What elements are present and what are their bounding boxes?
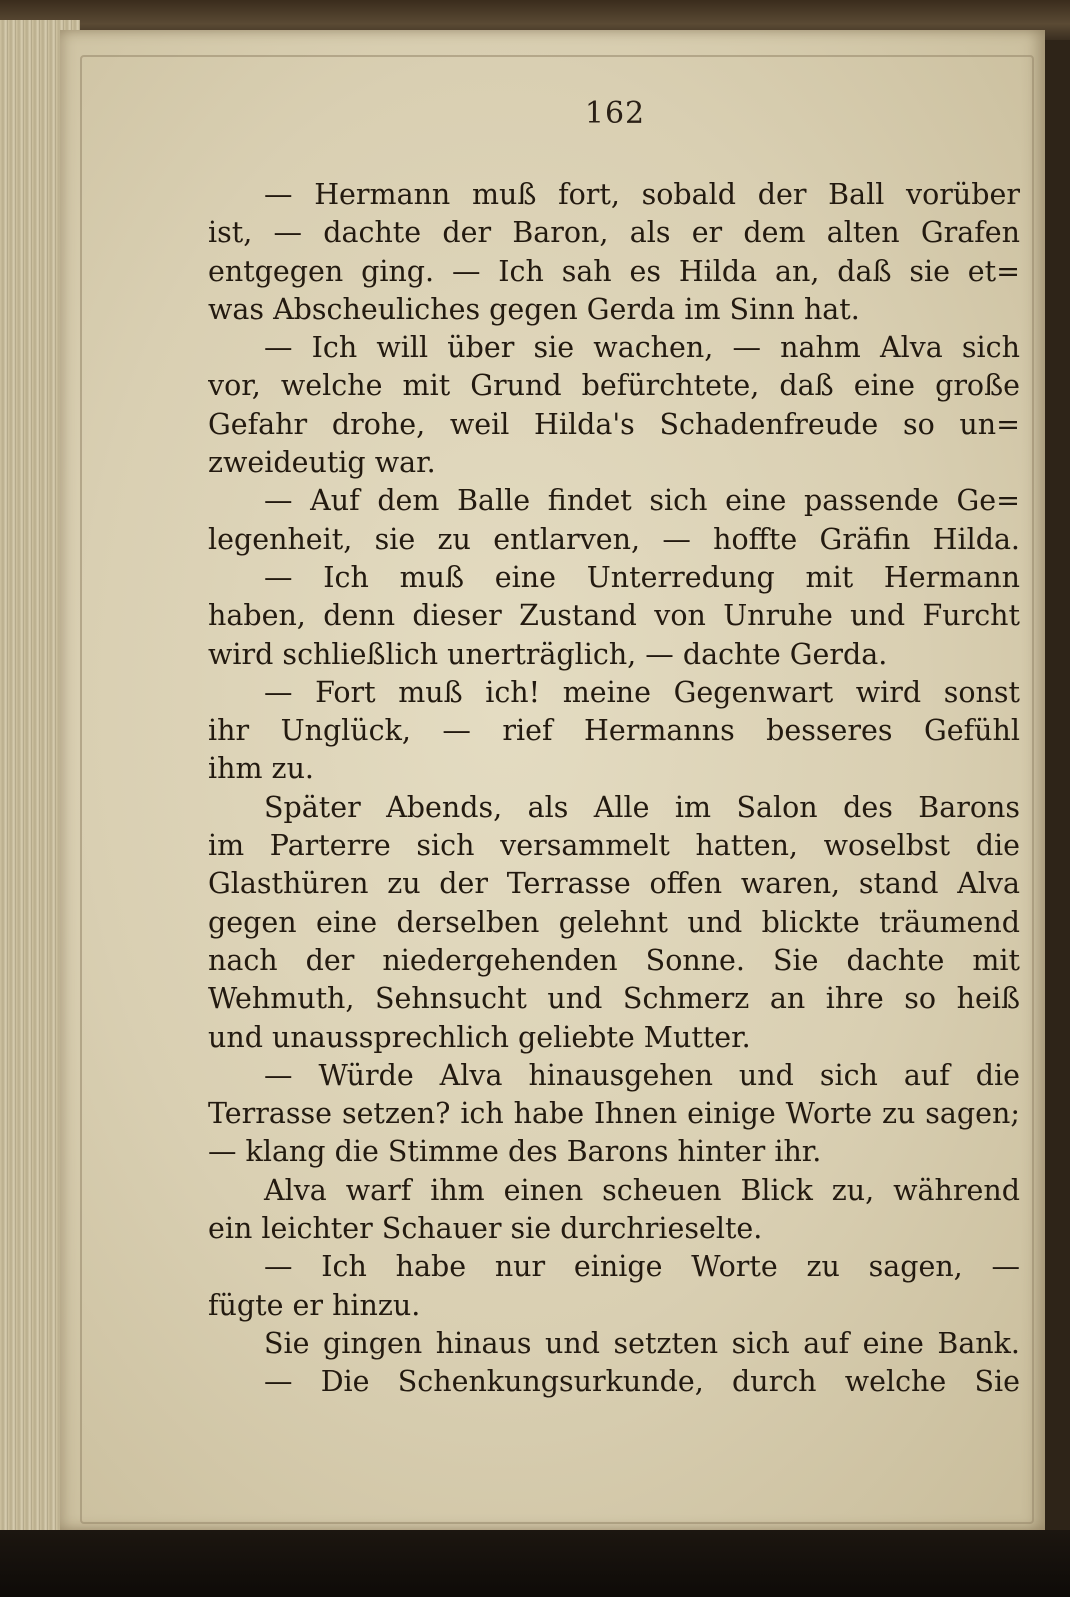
text-line: legenheit, sie zu entlarven, — hoffte Gräfin Hilda.	[208, 522, 1020, 556]
text-line: ein leichter Schauer sie durchrieselte.	[208, 1212, 763, 1246]
text-line: — Die Schenkungsurkunde, durch welche Sie	[264, 1365, 1020, 1399]
text-line: Gefahr drohe, weil Hilda's Schadenfreude so un=	[208, 407, 1020, 441]
text-line: Wehmuth, Sehnsucht und Schmerz an ihre so heiß	[208, 982, 1020, 1016]
text-line: haben, denn dieser Zustand von Unruhe und Furcht	[208, 599, 1020, 633]
book-bottom-edge	[0, 1530, 1070, 1597]
text-line: vor, welche mit Grund befürchtete, daß eine große	[208, 369, 1020, 403]
text-line: Später Abends, als Alle im Salon des Barons	[264, 790, 1020, 824]
text-line: ihr Unglück, — rief Hermanns besseres Gefühl	[208, 714, 1020, 748]
text-line: Terrasse setzen? ich habe Ihnen einige Worte zu sagen;	[208, 1097, 1020, 1131]
text-line: zweideutig war.	[208, 446, 436, 480]
text-line: Glasthüren zu der Terrasse offen waren, stand Alva	[208, 867, 1020, 901]
text-line: gegen eine derselben gelehnt und blickte träumend	[208, 905, 1020, 939]
text-line: — klang die Stimme des Barons hinter ihr.	[208, 1135, 822, 1169]
text-line: im Parterre sich versammelt hatten, woselbst die	[208, 829, 1020, 863]
text-line: fügte er hinzu.	[208, 1288, 421, 1322]
page-number: 162	[584, 96, 646, 131]
text-line: — Auf dem Balle findet sich eine passende Ge=	[264, 484, 1020, 518]
text-line: — Fort muß ich! meine Gegenwart wird sonst	[264, 675, 1020, 709]
text-line: nach der niedergehenden Sonne. Sie dachte mit	[208, 943, 1020, 977]
text-line: — Würde Alva hinausgehen und sich auf die	[264, 1058, 1020, 1092]
text-line: ihm zu.	[208, 752, 314, 786]
text-line: was Abscheuliches gegen Gerda im Sinn hat.	[208, 292, 860, 326]
text-line: und unaussprechlich geliebte Mutter.	[208, 1020, 751, 1054]
body-text	[208, 176, 1020, 1402]
text-line: — Ich muß eine Unterredung mit Hermann	[264, 560, 1020, 594]
text-line: Sie gingen hinaus und setzten sich auf eine Bank.	[264, 1326, 1020, 1360]
text-line: — Hermann muß fort, sobald der Ball vorüber	[264, 178, 1020, 211]
text-line: entgegen ging. — Ich sah es Hilda an, daß sie et=	[208, 254, 1020, 288]
text-line: ist, — dachte der Baron, als er dem alten Grafen	[208, 216, 1020, 250]
text-line: Alva warf ihm einen scheuen Blick zu, während	[264, 1173, 1020, 1207]
text-line: — Ich habe nur einige Worte zu sagen, —	[264, 1250, 1020, 1284]
text-line: — Ich will über sie wachen, — nahm Alva sich	[264, 331, 1020, 365]
text-line: wird schließlich unerträglich, — dachte Gerda.	[208, 637, 888, 671]
